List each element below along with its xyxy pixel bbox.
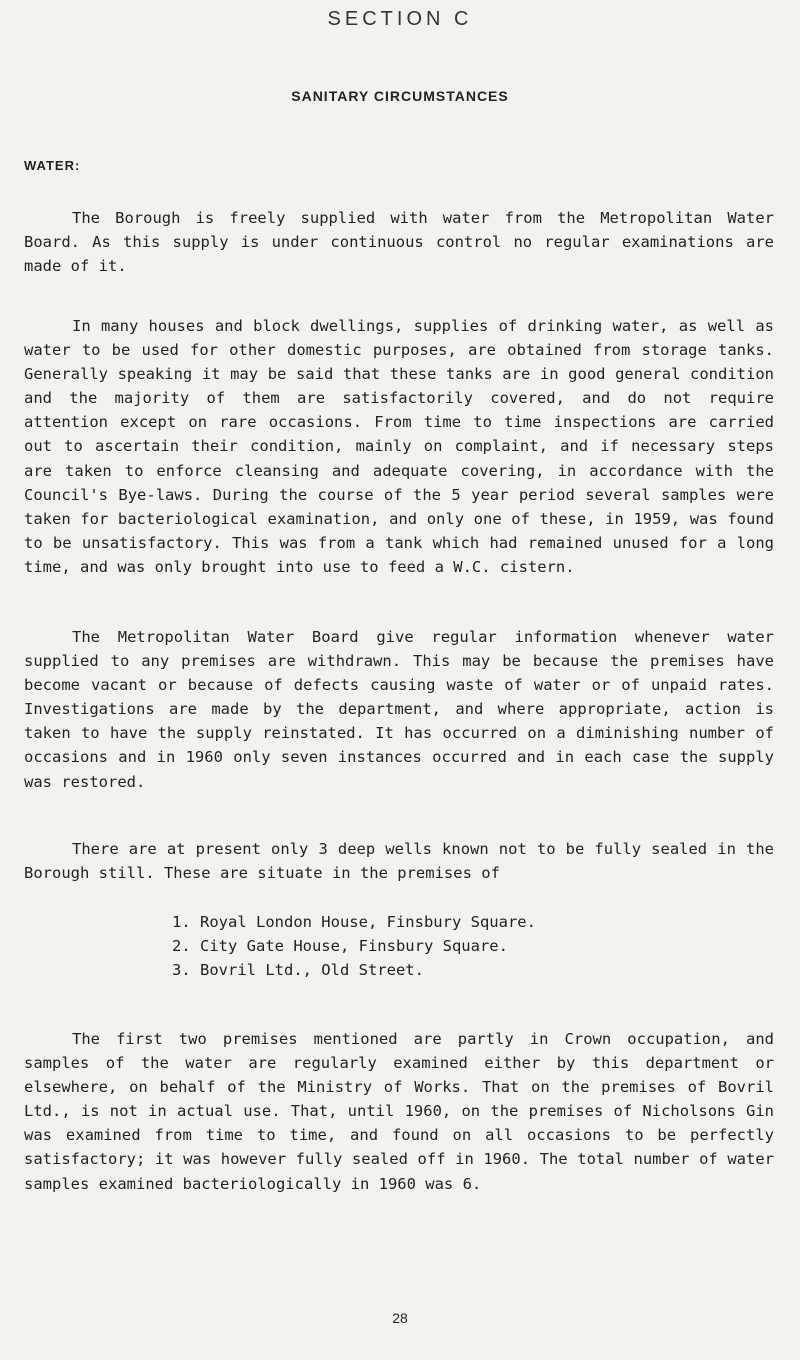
paragraph-text: There are at present only 3 deep wells known not to be fully sealed in the Borough still. These are situate in the premises of: [24, 840, 774, 883]
paragraph-text: In many houses and block dwellings, supplies of drinking water, as well as water to be used for other domestic purposes, are obtained from storage tanks. Generally speaking it may be said that these tanks are in good general condition and the majority of them are satisfactorily covered, and do not require attention except on rare occasions. From time to time inspections are carried out to ascertain their condition, mainly on complaint, and if necessary steps are taken to enforce cleansing and adequate covering, in accordance with the Council's Bye-laws. During the course of the 5 year period several samples were taken for bacteriological examination, and only one of these, in 1959, was found to be unsatisfactory. This was from a tank which had remained unused for a long time, and was only brought into use to feed a W.C. cistern.: [24, 317, 774, 576]
wells-list: [172, 910, 536, 982]
paragraph-supply-withdrawn: [24, 625, 774, 794]
paragraph-water-supply: [24, 206, 774, 278]
list-item: 3. Bovril Ltd., Old Street.: [172, 961, 424, 979]
paragraph-storage-tanks: [24, 314, 774, 579]
paragraph-deep-wells: [24, 837, 774, 885]
list-item: 1. Royal London House, Finsbury Square.: [172, 913, 536, 931]
section-heading: SECTION C: [327, 8, 473, 30]
paragraph-text: The Metropolitan Water Board give regular information whenever water supplied to any premises are withdrawn. This may be because the premises have become vacant or because of defects causing waste of water or of unpaid rates. Investigations are made by the department, and where appropriate, action is taken to have the supply reinstated. It has occurred on a diminishing number of occasions and in 1960 only seven instances occurred and in each case the supply was restored.: [24, 628, 774, 791]
paragraph-text: The Borough is freely supplied with water from the Metropolitan Water Board. As this supply is under continuous control no regular examinations are made of it.: [24, 209, 774, 276]
list-item: 2. City Gate House, Finsbury Square.: [172, 937, 508, 955]
paragraph-text: The first two premises mentioned are partly in Crown occupation, and samples of the water are regularly examined either by this department or elsewhere, on behalf of the Ministry of Works. That on the premises of Bovril Ltd., is not in actual use. That, until 1960, on the premises of Nicholsons Gin was examined from time to time, and found on all occasions to be perfectly satisfactory; it was however fully sealed off in 1960. The total number of water samples examined bacteriologically in 1960 was 6.: [24, 1030, 774, 1193]
water-label: WATER:: [24, 158, 81, 173]
page-number: 28: [392, 1310, 408, 1326]
sub-heading: SANITARY CIRCUMSTANCES: [291, 88, 509, 104]
paragraph-crown-occupation: [24, 1027, 774, 1196]
